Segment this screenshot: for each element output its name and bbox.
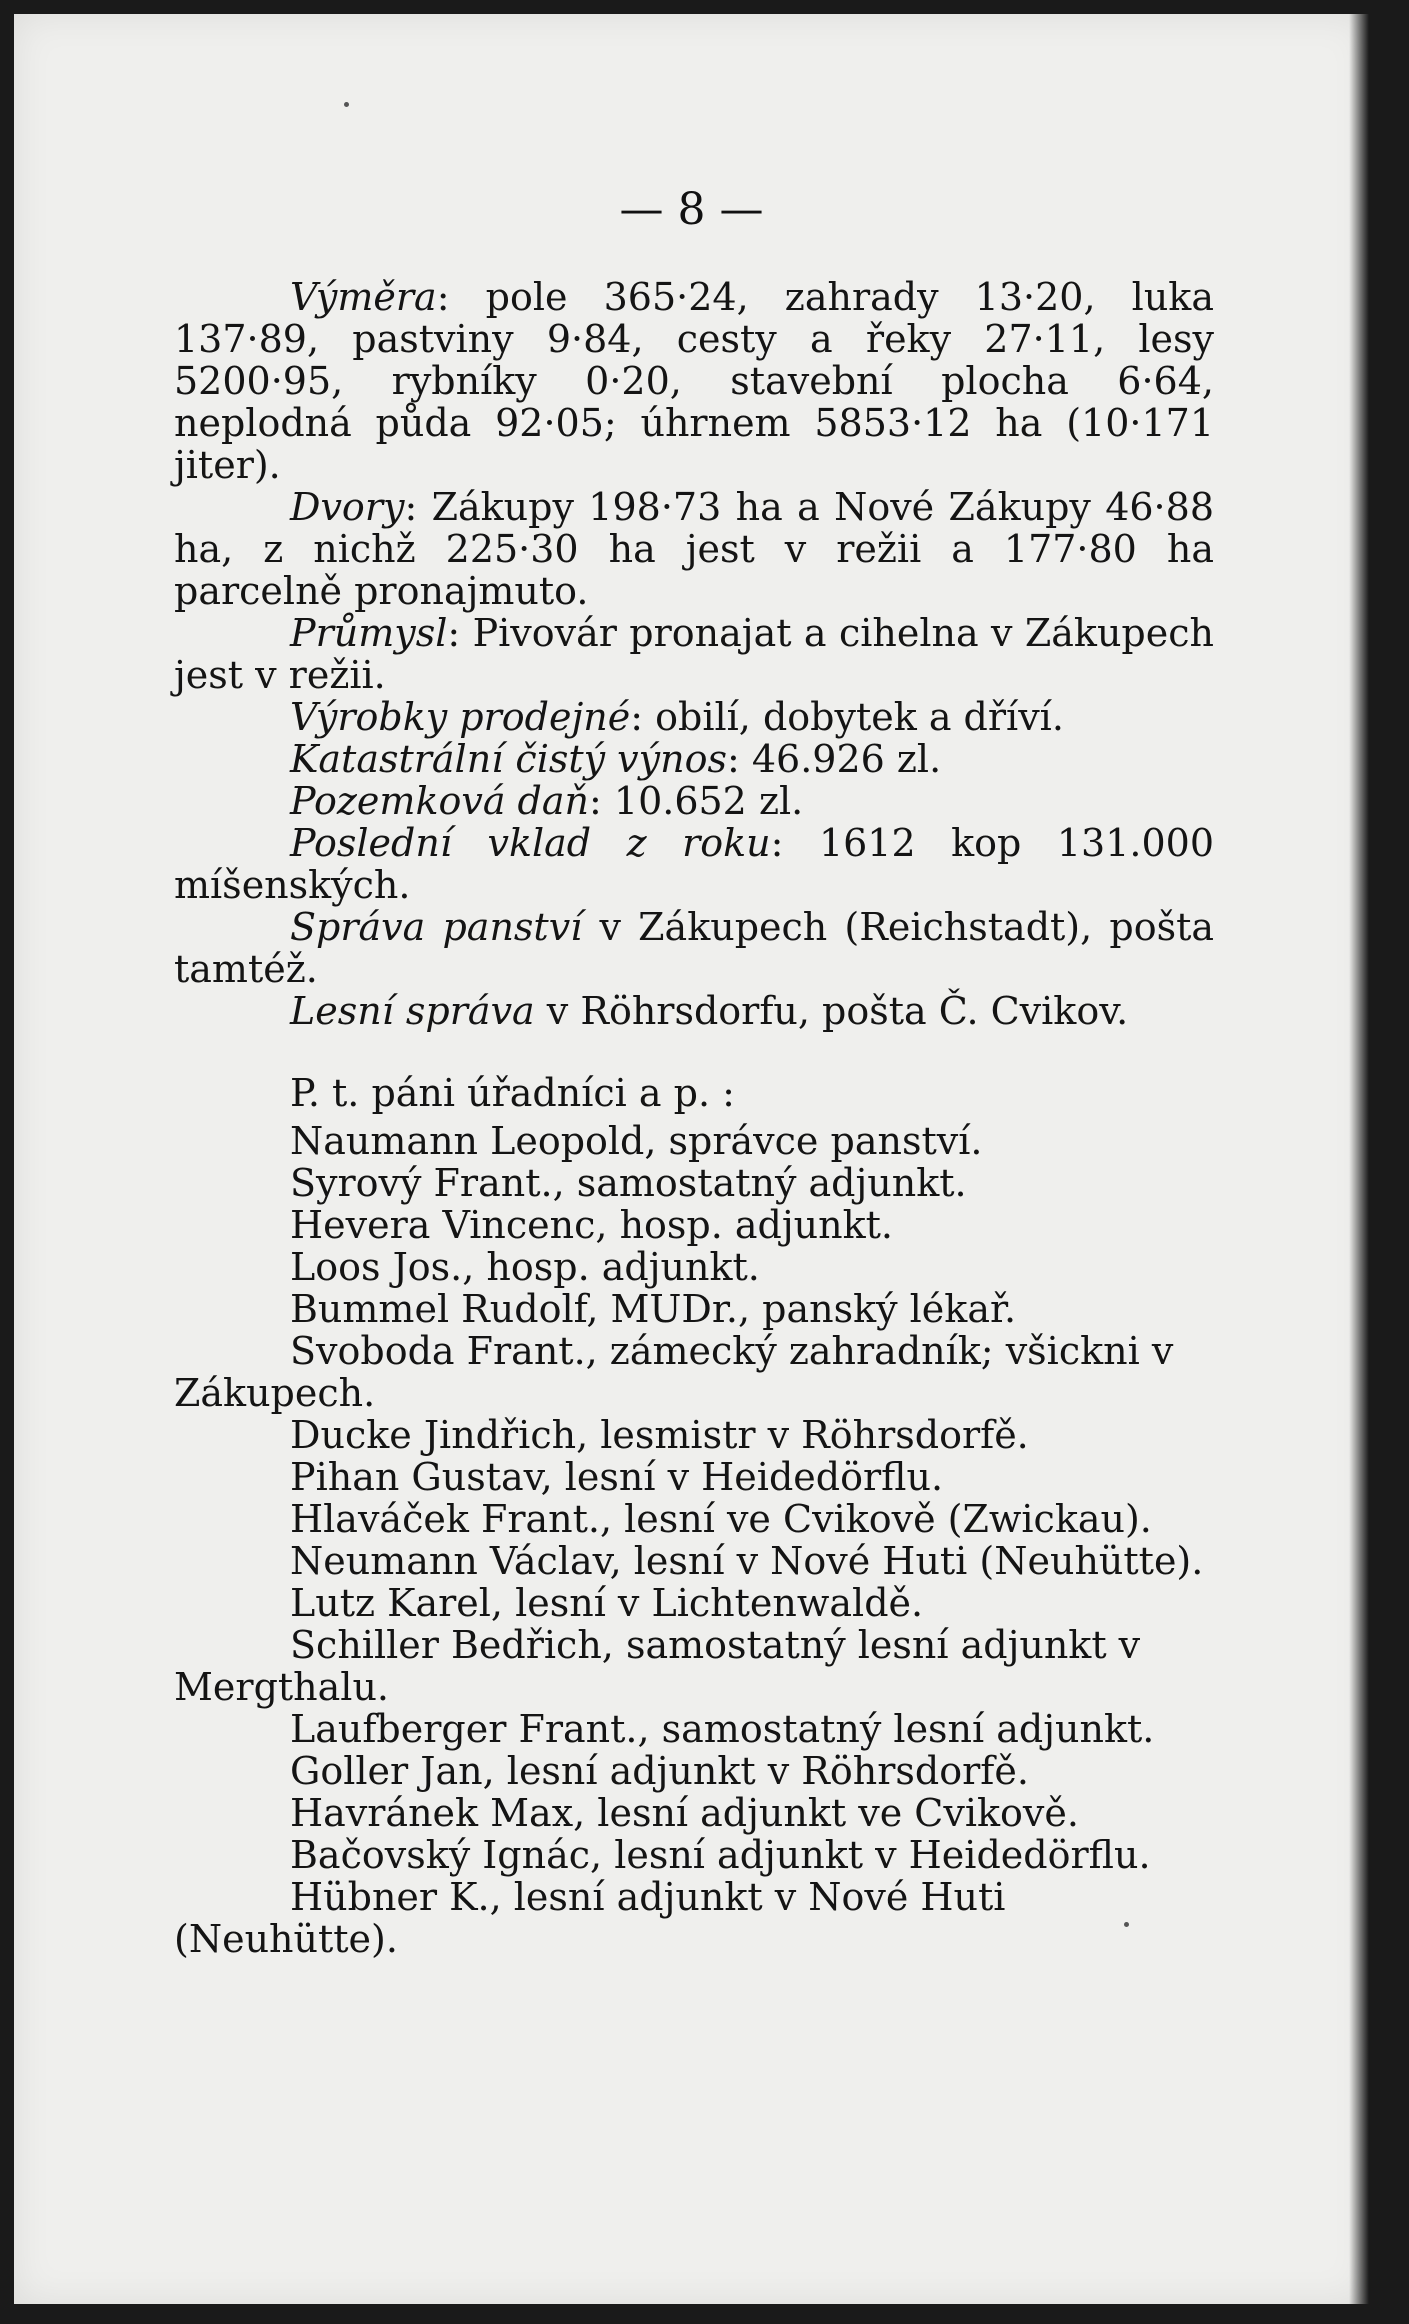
paragraph-vyrobky <box>174 696 1214 738</box>
paragraph-label: Katastrální čistý výnos <box>290 737 727 781</box>
paragraph-label: Lesní správa <box>290 989 535 1033</box>
staff-list <box>174 1120 1214 1960</box>
paragraph-text: v Zákupech (Reichstadt), pošta tamtéž. <box>174 905 1214 991</box>
staff-entry: Bačovský Ignác, lesní adjunkt v Heidedörflu. <box>290 1833 1151 1877</box>
paragraph-lesni-sprava <box>174 990 1214 1032</box>
paragraph-text: v Röhrsdorfu, pošta Č. Cvikov. <box>534 989 1129 1033</box>
staff-entry: Pihan Gustav, lesní v Heidedörflu. <box>290 1455 944 1499</box>
page-content <box>174 276 1214 1960</box>
page-number: — 8 — <box>619 184 764 235</box>
staff-entry: Svoboda Frant., zámecký zahradník; všickni v Zákupech. <box>174 1329 1174 1415</box>
staff-entry: Hlaváček Frant., lesní ve Cvikově (Zwickau). <box>290 1497 1152 1541</box>
staff-entry: Hevera Vincenc, hosp. adjunkt. <box>290 1203 893 1247</box>
paragraph-sprava-panstvi <box>174 906 1214 990</box>
paragraph-label: Průmysl <box>290 611 448 655</box>
paragraph-katastralni-vynos <box>174 738 1214 780</box>
staff-entry: Havránek Max, lesní adjunkt ve Cvikově. <box>290 1791 1079 1835</box>
paragraph-prumysl <box>174 612 1214 696</box>
ink-speck <box>344 102 349 107</box>
scan-edge-shadow <box>1349 14 1369 2304</box>
paragraph-posledni-vklad <box>174 822 1214 906</box>
staff-entry: Bummel Rudolf, MUDr., panský lékař. <box>290 1287 1017 1331</box>
paragraph-text: : 1612 kop 131.000 míšenských. <box>174 821 1214 907</box>
paragraph-text: : 10.652 zl. <box>589 779 804 823</box>
staff-entry: Laufberger Frant., samostatný lesní adjunkt. <box>290 1707 1155 1751</box>
paragraph-text: : pole 365·24, zahrady 13·20, luka 137·89, pastviny 9·84, cesty a řeky 27·11, lesy 5200·95, rybníky 0·20, stavební plocha 6·64, neplodná půda 92·05; úhrnem 5853·12 ha (10·171 jiter). <box>174 275 1214 487</box>
staff-entry: Hübner K., lesní adjunkt v Nové Huti (Neuhütte). <box>174 1875 1006 1961</box>
staff-entry: Schiller Bedřich, samostatný lesní adjunkt v Mergthalu. <box>174 1623 1141 1709</box>
paragraph-label: Poslední vklad z roku <box>290 821 771 865</box>
paragraph-text: : Zákupy 198·73 ha a Nové Zákupy 46·88 ha, z nichž 225·30 ha jest v režii a 177·80 ha parcelně pronajmuto. <box>174 485 1214 613</box>
paragraph-dvory <box>174 486 1214 612</box>
paragraph-label: Výrobky prodejné <box>290 695 631 739</box>
paragraph-text: : 46.926 zl. <box>726 737 942 781</box>
staff-entry: Goller Jan, lesní adjunkt v Röhrsdorfě. <box>290 1749 1029 1793</box>
paragraph-label: Správa panství <box>290 905 583 949</box>
staff-entry: Loos Jos., hosp. adjunkt. <box>290 1245 760 1289</box>
paragraph-pozemkova-dan <box>174 780 1214 822</box>
staff-entry: Syrový Frant., samostatný adjunkt. <box>290 1161 967 1205</box>
staff-entry: Neumann Václav, lesní v Nové Huti (Neuhütte). <box>290 1539 1204 1583</box>
section-gap <box>174 1032 1214 1072</box>
paragraph-text: : Pivovár pronajat a cihelna v Zákupech jest v režii. <box>174 611 1214 697</box>
paragraph-vymera <box>174 276 1214 486</box>
staff-entry: Ducke Jindřich, lesmistr v Röhrsdorfě. <box>290 1413 1029 1457</box>
scanned-page <box>14 14 1369 2304</box>
staff-entry: Lutz Karel, lesní v Lichtenwaldě. <box>290 1581 924 1625</box>
staff-heading: P. t. páni úřadníci a p. : <box>290 1071 735 1115</box>
paragraph-label: Pozemková daň <box>290 779 590 823</box>
paragraph-text: : obilí, dobytek a dříví. <box>630 695 1064 739</box>
staff-entry: Naumann Leopold, správce panství. <box>290 1119 983 1163</box>
paragraph-label: Výměra <box>290 275 437 319</box>
paragraph-label: Dvory <box>290 485 405 529</box>
